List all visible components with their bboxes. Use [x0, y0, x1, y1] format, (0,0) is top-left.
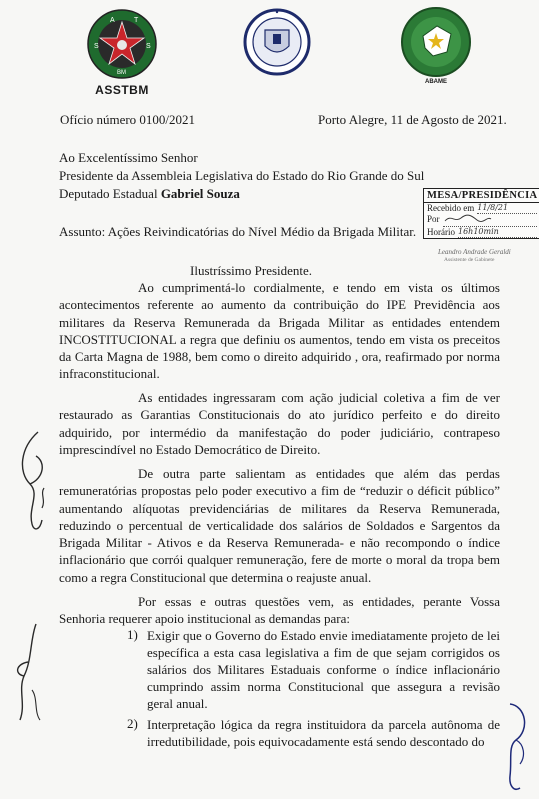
stamp-received-label: Recebido em: [427, 203, 475, 213]
stamp-received-row: [424, 203, 539, 214]
stamp-by-row: [424, 214, 539, 227]
margin-signature-upper: [10, 428, 52, 538]
emblem-letter-s1: S: [94, 43, 99, 50]
stamp-by-label: Por: [427, 214, 440, 224]
asstbm-title: ASSTBM: [95, 83, 149, 97]
list-item-2: Interpretação lógica da regra instituidora da parcela autônoma de irredutibilidade, pois equivocadamente está sendo descontado do: [147, 717, 500, 749]
stamp-received-value: 11/8/21: [477, 203, 537, 214]
logo-asstbm: [86, 8, 158, 97]
stamp-time-row: [424, 227, 539, 238]
reception-stamp: [423, 188, 539, 239]
abame-emblem-icon: [397, 6, 475, 78]
asstbm-emblem-icon: [86, 8, 158, 80]
emblem-letter-a: A: [110, 17, 115, 24]
recipient-line-2: Presidente da Assembleia Legislativa do Estado do Rio Grande do Sul: [59, 168, 425, 183]
stamp-signer-role: Assistente de Gabinete: [444, 257, 495, 263]
emblem-letter-t: T: [134, 17, 139, 24]
institutional-seal-icon: [243, 8, 311, 76]
emblem-letter-bm: BM: [117, 70, 126, 76]
margin-initial-right: [500, 700, 534, 795]
list-item-1-number: 1): [127, 627, 138, 642]
logo-center: [243, 8, 311, 76]
emblem-letter-s2: S: [146, 43, 151, 50]
office-number: Ofício número 0100/2021: [60, 112, 196, 127]
recipient-line-1: Ao Excelentíssimo Senhor: [59, 150, 198, 165]
salutation: Ilustríssimo Presidente.: [190, 263, 313, 278]
recipient-line-3: [59, 185, 240, 202]
stamp-by-signature: [443, 214, 537, 227]
paragraph-4: Por essas e outras questões vem, as entidades, perante Vossa Senhoria requerer apoio institucional as demandas para:: [59, 594, 500, 627]
stamp-title: MESA/PRESIDÊNCIA: [424, 189, 539, 203]
paragraph-2: As entidades ingressaram com ação judicial coletiva a fim de ver restaurado as Garantias Constitucionais do ato jurídico perfeito e do direito adquirido, por intermédio da manifestação do poder judiciário, contrapeso imprescindível no Estado Democrático de Direito.: [59, 390, 500, 457]
recipient-name: Gabriel Souza: [160, 186, 240, 201]
recipient-title: Deputado Estadual: [59, 186, 161, 201]
stamp-time-label: Horário: [427, 227, 455, 237]
list-item-1: Exigir que o Governo do Estado envie imediatamente projeto de lei específica a esta casa legislativa a fim de que sejam corrigidos os salários dos Militares Estaduais conforme o índice inflacionário cumprindo assim norma Constitucional que assegura a revisão geral anual.: [147, 628, 500, 711]
margin-signature-lower: [6, 620, 48, 730]
stamp-time-value: 16h10min: [458, 227, 537, 238]
abame-title: ABAME: [425, 79, 447, 85]
place-date: Porto Alegre, 11 de Agosto de 2021.: [318, 112, 507, 127]
paragraph-3: De outra parte salientam as entidades que além das perdas remuneratórias propostas pelo poder executivo a fim de “reduzir o déficit público” aumentando alíquotas previdenciárias de militares da Reserva Remunerada, reduzindo o percentual de verticalidade dos salários de Soldados e Sargentos da Brigada Militar - Ativos e da Reserva Remunerada- e não recompondo o índice inflacionário que corrói qualquer remuneração, fere de morte o moral da tropa bem como a regra Constitucional que determina o reajuste anual.: [59, 466, 500, 585]
list-item-2-number: 2): [127, 716, 138, 731]
subject-line: Assunto: Ações Reivindicatórias do Nível Médio da Brigada Militar.: [59, 224, 417, 239]
stamp-signer-name: Leandro Andrade Geraldi: [438, 248, 511, 256]
paragraph-1: Ao cumprimentá-lo cordialmente, e tendo em vista os últimos acontecimentos referente ao aumento da contribuição do IPE Previdência aos militares da Reserva Remunerada da Brigada Militar as entidades entendem INCOSTITUCIONAL a regra que definiu os aumentos, tendo em vista os preceitos da Carta Magna de 1988, bem como o direito adquirido , ora, reafirmado por norma infraconstitucional.: [59, 280, 500, 382]
logo-abame: [397, 6, 475, 90]
stamp-by-signature-icon: [443, 214, 493, 223]
